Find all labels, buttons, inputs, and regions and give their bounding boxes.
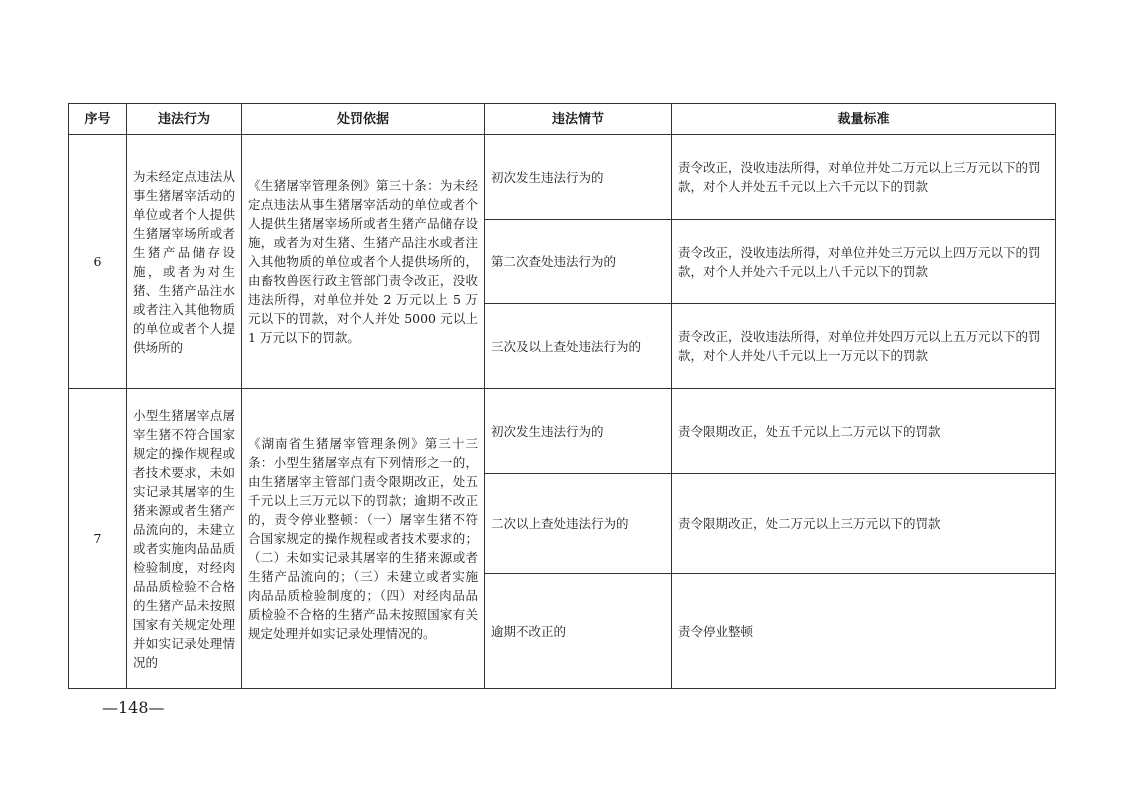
col-header-circumstance: 违法情节	[485, 104, 672, 135]
col-header-index: 序号	[69, 104, 127, 135]
table-row	[69, 135, 1056, 220]
violation-circumstance: 二次以上查处违法行为的	[485, 474, 672, 574]
col-header-act: 违法行为	[127, 104, 242, 135]
page-number: —148—	[102, 698, 165, 717]
violation-circumstance: 逾期不改正的	[485, 574, 672, 689]
discretion-standard: 责令停业整顿	[672, 574, 1056, 689]
discretion-standard: 责令改正，没收违法所得，对单位并处四万元以上五万元以下的罚款，对个人并处八千元以上一万元以下的罚款	[672, 304, 1056, 389]
discretion-standard: 责令改正，没收违法所得，对单位并处三万元以上四万元以下的罚款，对个人并处六千元以上八千元以下的罚款	[672, 220, 1056, 304]
table-row	[69, 389, 1056, 474]
violation-circumstance: 初次发生违法行为的	[485, 135, 672, 220]
penalty-standards-table	[68, 103, 1056, 689]
row-index: 7	[69, 389, 127, 689]
violation-circumstance: 三次及以上查处违法行为的	[485, 304, 672, 389]
table-header-row	[69, 104, 1056, 135]
penalty-basis: 《湖南省生猪屠宰管理条例》第三十三条：小型生猪屠宰点有下列情形之一的，由生猪屠宰主管部门责令限期改正，处五千元以上三万元以下的罚款；逾期不改正的，责令停业整顿：（一）屠宰生猪不符合国家规定的操作规程或者技术要求的；（二）未如实记录其屠宰的生猪来源或者生猪产品流向的；（三）未建立或者实施肉品品质检验制度的；（四）对经肉品品质检验不合格的生猪产品未按照国家有关规定处理并如实记录处理情况的。	[242, 389, 485, 689]
violation-circumstance: 第二次查处违法行为的	[485, 220, 672, 304]
violation-circumstance: 初次发生违法行为的	[485, 389, 672, 474]
discretion-standard: 责令改正，没收违法所得，对单位并处二万元以上三万元以下的罚款，对个人并处五千元以上六千元以下的罚款	[672, 135, 1056, 220]
violation-act: 为未经定点违法从事生猪屠宰活动的单位或者个人提供生猪屠宰场所或者生猪产品储存设施，或者为对生猪、生猪产品注水或者注入其他物质的单位或者个人提供场所的	[127, 135, 242, 389]
penalty-basis: 《生猪屠宰管理条例》第三十条：为未经定点违法从事生猪屠宰活动的单位或者个人提供生猪屠宰场所或者生猪产品储存设施，或者为对生猪、生猪产品注水或者注入其他物质的单位或者个人提供场所的，由畜牧兽医行政主管部门责令改正，没收违法所得，对单位并处 2 万元以上 5 万元以下的罚款，对个人并处 5000 元以上 1 万元以下的罚款。	[242, 135, 485, 389]
col-header-standard: 裁量标准	[672, 104, 1056, 135]
violation-act: 小型生猪屠宰点屠宰生猪不符合国家规定的操作规程或者技术要求，未如实记录其屠宰的生猪来源或者生猪产品流向的，未建立或者实施肉品品质检验制度，对经肉品品质检验不合格的生猪产品未按照国家有关规定处理并如实记录处理情况的	[127, 389, 242, 689]
discretion-standard: 责令限期改正，处五千元以上二万元以下的罚款	[672, 389, 1056, 474]
discretion-standard: 责令限期改正，处二万元以上三万元以下的罚款	[672, 474, 1056, 574]
row-index: 6	[69, 135, 127, 389]
col-header-basis: 处罚依据	[242, 104, 485, 135]
